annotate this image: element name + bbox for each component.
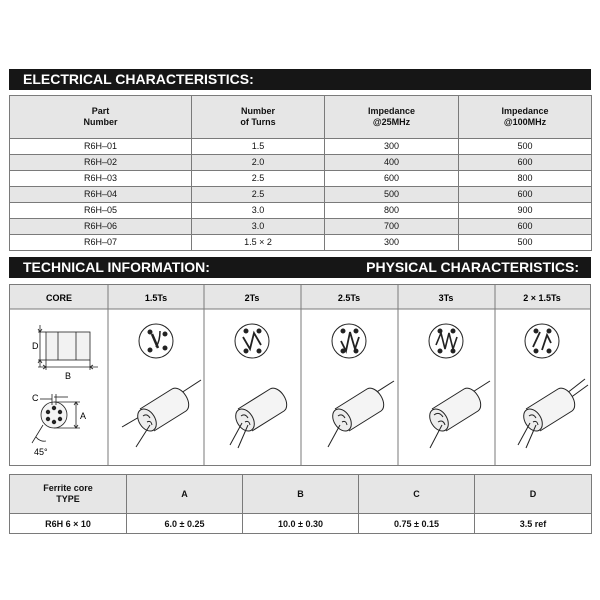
cell-dim-d: 3.5 ref <box>475 514 592 534</box>
header-ferrite-core-type: Ferrite core TYPE <box>10 475 127 514</box>
dim-label-a: A <box>80 411 87 421</box>
winding-2x1-5ts-side-view <box>518 379 588 448</box>
header-dim-b: B <box>243 475 359 514</box>
technical-heading-bar <box>9 257 591 278</box>
header-number-of-turns: Number of Turns <box>192 96 325 139</box>
electrical-heading-bar <box>9 69 591 90</box>
column-3ts: 3Ts <box>438 293 454 303</box>
core-header-strip <box>10 285 590 309</box>
header-impedance-25mhz: Impedance @25MHz <box>325 96 459 139</box>
technical-diagram <box>9 284 591 466</box>
winding-3ts-top-view <box>429 324 463 358</box>
table-header-row <box>10 96 592 139</box>
table-header-row <box>10 475 592 514</box>
header-dim-c: C <box>359 475 475 514</box>
table-row: R6H–03 2.5 600 800 <box>10 171 592 187</box>
winding-1-5ts-side-view <box>122 380 201 447</box>
cell-dim-b: 10.0 ± 0.30 <box>243 514 359 534</box>
column-2x1-5ts: 2 × 1.5Ts <box>523 293 561 303</box>
winding-3ts-side-view <box>426 381 490 448</box>
header-impedance-100mhz: Impedance @100MHz <box>459 96 592 139</box>
cell-dim-c: 0.75 ± 0.15 <box>359 514 475 534</box>
winding-2x1-5ts-top-view <box>525 324 559 358</box>
winding-2-5ts-top-view <box>332 324 366 358</box>
core-dimension-drawing <box>32 325 98 443</box>
table-row: R6H–05 3.0 800 900 <box>10 203 592 219</box>
winding-2ts-side-view <box>230 388 287 448</box>
dim-label-b: B <box>65 371 72 381</box>
header-part-number: Part Number <box>10 96 192 139</box>
dim-label-angle: 45° <box>34 447 48 457</box>
cell-type: R6H 6 × 10 <box>10 514 127 534</box>
table-row: R6H–04 2.5 500 600 <box>10 187 592 203</box>
dim-label-d: D <box>32 341 39 351</box>
table-row <box>10 514 592 534</box>
electrical-heading: ELECTRICAL CHARACTERISTICS: <box>23 71 254 87</box>
physical-table <box>9 474 592 534</box>
table-row: R6H–02 2.0 400 600 <box>10 155 592 171</box>
column-2ts: 2Ts <box>244 293 260 303</box>
winding-2-5ts-side-view <box>328 381 394 447</box>
column-1-5ts: 1.5Ts <box>144 293 168 303</box>
table-row: R6H–07 1.5 × 2 300 500 <box>10 235 592 251</box>
winding-2ts-top-view <box>235 324 269 358</box>
winding-1-5ts-top-view <box>139 324 173 358</box>
core-label: CORE <box>45 293 73 303</box>
physical-heading: PHYSICAL CHARACTERISTICS: <box>366 259 579 275</box>
cell-dim-a: 6.0 ± 0.25 <box>127 514 243 534</box>
electrical-table <box>9 95 592 251</box>
technical-heading: TECHNICAL INFORMATION: <box>23 259 210 275</box>
dim-label-c: C <box>32 393 39 403</box>
header-dim-d: D <box>475 475 592 514</box>
header-dim-a: A <box>127 475 243 514</box>
column-2-5ts: 2.5Ts <box>337 293 361 303</box>
table-row: R6H–01 1.5 300 500 <box>10 139 592 155</box>
table-row: R6H–06 3.0 700 600 <box>10 219 592 235</box>
